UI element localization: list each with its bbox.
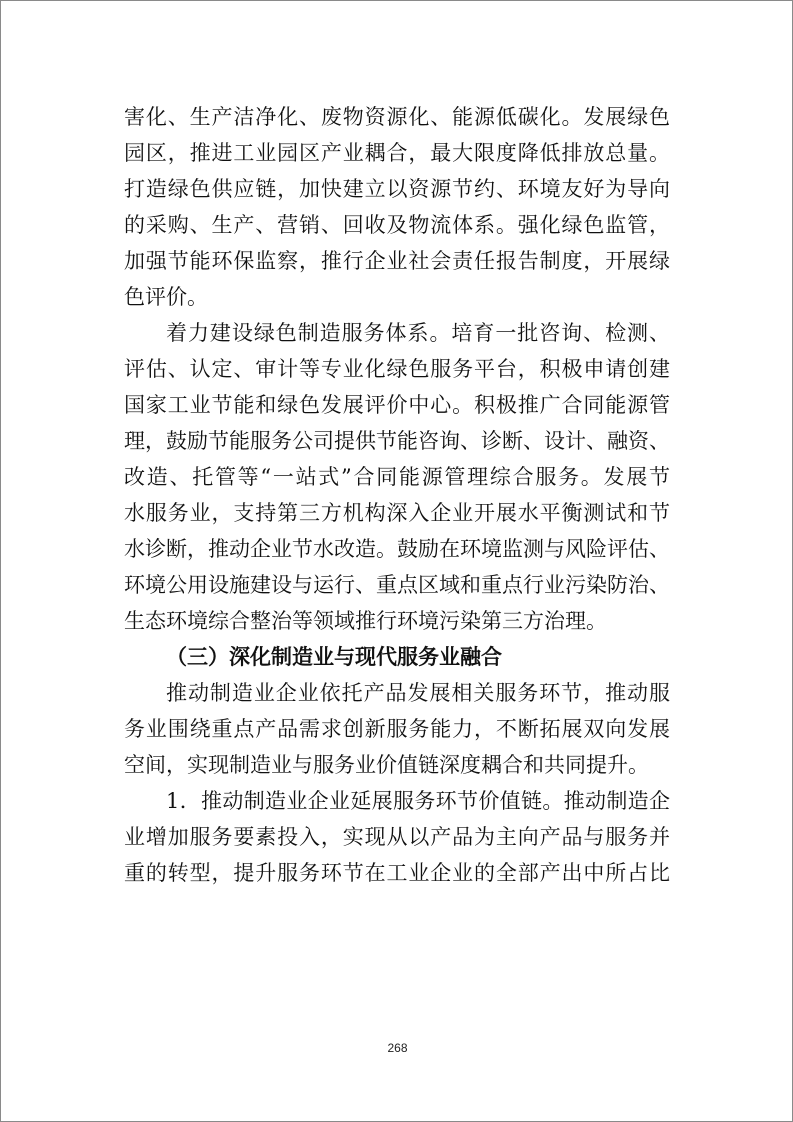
text-line: 评估、认定、审计等专业化绿色服务平台，积极申请创建 bbox=[124, 357, 670, 381]
text-line: 的采购、生产、营销、回收及物流体系。强化绿色监管， bbox=[124, 213, 670, 237]
text-line: 着力建设绿色制造服务体系。培育一批咨询、检测、 bbox=[166, 321, 670, 345]
text-line: 生态环境综合整治等领域推行环境污染第三方治理。 bbox=[124, 609, 607, 633]
text-line: 改造、托管等“一站式”合同能源管理综合服务。发展节 bbox=[124, 465, 670, 489]
text-line: 害化、生产洁净化、废物资源化、能源低碳化。发展绿色 bbox=[124, 105, 670, 129]
text-line: 水诊断，推动企业节水改造。鼓励在环境监测与风险评估、 bbox=[124, 537, 670, 561]
document-body bbox=[124, 99, 670, 891]
text-line: 打造绿色供应链，加快建立以资源节约、环境友好为导向 bbox=[124, 177, 670, 201]
text-line: 业增加服务要素投入，实现从以产品为主向产品与服务并 bbox=[124, 825, 670, 849]
section-heading: （三）深化制造业与现代服务业融合 bbox=[166, 644, 502, 669]
text-line: 加强节能环保监察，推行企业社会责任报告制度，开展绿 bbox=[124, 249, 670, 273]
text-line: 1．推动制造业企业延展服务环节价值链。推动制造企 bbox=[166, 789, 670, 813]
text-line: 重的转型，提升服务环节在工业企业的全部产出中所占比 bbox=[124, 861, 670, 885]
text-line: 水服务业，支持第三方机构深入企业开展水平衡测试和节 bbox=[124, 501, 670, 525]
text-line: 园区，推进工业园区产业耦合，最大限度降低排放总量。 bbox=[124, 141, 670, 165]
text-line: 色评价。 bbox=[124, 285, 208, 309]
text-line: 推动制造业企业依托产品发展相关服务环节，推动服 bbox=[166, 681, 670, 705]
text-line: 空间，实现制造业与服务业价值链深度耦合和共同提升。 bbox=[124, 753, 649, 777]
text-line: 环境公用设施建设与运行、重点区域和重点行业污染防治、 bbox=[124, 573, 670, 597]
text-line: 务业围绕重点产品需求创新服务能力，不断拓展双向发展 bbox=[124, 717, 670, 741]
page-number: 268 bbox=[387, 1041, 408, 1055]
text-line: 理，鼓励节能服务公司提供节能咨询、诊断、设计、融资、 bbox=[124, 429, 670, 453]
text-line: 国家工业节能和绿色发展评价中心。积极推广合同能源管 bbox=[124, 393, 670, 417]
